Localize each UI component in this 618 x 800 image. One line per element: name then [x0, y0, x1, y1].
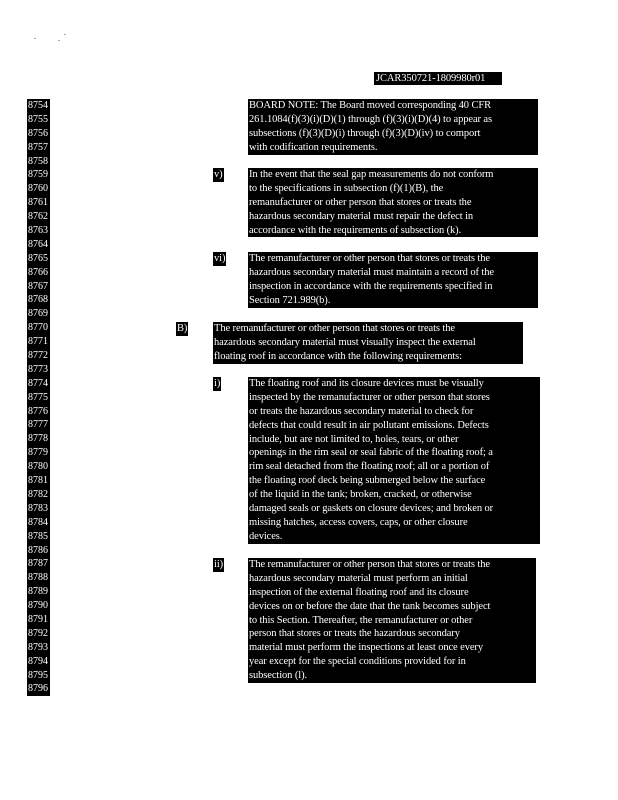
- board-note-line: subsections (f)(3)(D)(i) through (f)(3)(D)(iv) to comport: [249, 127, 481, 139]
- line-number: 8774: [28, 377, 48, 389]
- item-i-paragraph: [248, 377, 540, 544]
- item-B-label: B): [177, 323, 188, 334]
- item-i-line: openings in the rim seal or seal fabric of the floating roof; a: [249, 447, 493, 459]
- line-number: 8756: [28, 127, 48, 139]
- line-number: 8787: [28, 558, 48, 570]
- line-number: 8780: [28, 461, 48, 473]
- line-number: 8776: [28, 405, 48, 417]
- board-note-block: [248, 99, 538, 155]
- item-i-line: rim seal detached from the floating roof; all or a portion of: [249, 461, 490, 473]
- line-number: 8766: [28, 266, 48, 278]
- line-number: 8783: [28, 502, 48, 514]
- line-number: 8758: [28, 155, 48, 167]
- line-number: 8795: [28, 669, 48, 681]
- line-number: 8777: [28, 419, 48, 431]
- line-number: 8762: [28, 211, 48, 223]
- line-number: 8775: [28, 391, 48, 403]
- board-note-line: 261.1084(f)(3)(i)(D)(1) through (f)(3)(i)(D)(4) to appear as: [249, 113, 492, 125]
- item-ii-line: person that stores or treats the hazardous secondary: [249, 628, 460, 640]
- item-v-line: to the specifications in subsection (f)(1)(B), the: [249, 182, 444, 194]
- item-ii-line: material must perform the inspections at least once every: [249, 642, 483, 654]
- item-vi-line: The remanufacturer or other person that stores or treats the: [249, 253, 490, 264]
- item-B-line: hazardous secondary material must visually inspect the external: [214, 336, 476, 348]
- line-number: 8793: [28, 641, 48, 653]
- line-number: 8764: [28, 238, 48, 250]
- line-number: 8760: [28, 183, 48, 195]
- item-i-line: the floating roof deck being submerged below the surface: [249, 475, 486, 487]
- line-number: 8786: [28, 544, 48, 556]
- item-ii-line: to this Section. Thereafter, the remanufacturer or other: [249, 614, 473, 626]
- line-number: 8770: [28, 322, 48, 334]
- item-vi-paragraph: [248, 252, 538, 308]
- item-v-line: In the event that the seal gap measurements do not conform: [249, 169, 494, 180]
- line-number: 8768: [28, 294, 48, 306]
- item-vi-line: inspection in accordance with the requirements specified in: [249, 280, 493, 292]
- line-number: 8754: [28, 100, 48, 111]
- item-vi-label: vi): [214, 253, 226, 264]
- line-number: 8781: [28, 475, 48, 487]
- item-i-line: or treats the hazardous secondary material to check for: [249, 405, 474, 417]
- item-ii-paragraph: [248, 558, 536, 683]
- line-number: 8757: [28, 141, 48, 153]
- scan-speck: [64, 34, 66, 35]
- scan-speck: [58, 40, 60, 41]
- line-number: 8784: [28, 516, 48, 528]
- item-B-paragraph: [213, 322, 523, 364]
- line-number: 8763: [28, 225, 48, 237]
- line-number: 8782: [28, 488, 48, 500]
- item-ii-line: devices on or before the date that the tank becomes subject: [249, 600, 491, 612]
- item-ii-line: hazardous secondary material must perform an initial: [249, 572, 468, 584]
- item-ii-line: subsection (l).: [249, 670, 307, 682]
- line-number: 8772: [28, 350, 48, 362]
- line-number: 8767: [28, 280, 48, 292]
- scan-speck: [34, 38, 36, 39]
- board-note-line: BOARD NOTE: The Board moved corresponding 40 CFR: [249, 100, 492, 111]
- line-number: 8759: [28, 169, 48, 181]
- item-ii-line: The remanufacturer or other person that stores or treats the: [249, 559, 490, 570]
- item-i-line: defects that could result in air pollutant emissions. Defects: [249, 419, 489, 431]
- line-number-column: [27, 99, 50, 696]
- line-number: 8778: [28, 433, 48, 445]
- item-vi-line: Section 721.989(b).: [249, 294, 331, 306]
- line-number: 8769: [28, 308, 48, 320]
- line-number: 8771: [28, 336, 48, 348]
- item-B-line: The remanufacturer or other person that stores or treats the: [214, 323, 455, 334]
- line-number: 8761: [28, 197, 48, 209]
- item-i-line: damaged seals or gaskets on closure devices; and broken or: [249, 503, 494, 515]
- line-number: 8790: [28, 600, 48, 612]
- item-i-label: i): [214, 378, 221, 389]
- line-number: 8796: [28, 683, 48, 695]
- item-i-line: missing hatches, access covers, caps, or other closure: [249, 516, 468, 528]
- line-number: 8779: [28, 447, 48, 459]
- item-ii-line: year except for the special conditions provided for in: [249, 656, 466, 668]
- item-v-label: v): [214, 169, 223, 180]
- line-number: 8788: [28, 572, 48, 584]
- item-i-line: include, but are not limited to, holes, tears, or other: [249, 433, 459, 445]
- item-v-line: hazardous secondary material must repair the defect in: [249, 210, 474, 222]
- line-number: 8791: [28, 613, 48, 625]
- item-ii-line: inspection of the external floating roof and its closure: [249, 586, 469, 598]
- item-i-line: devices.: [249, 530, 283, 542]
- line-number: 8755: [28, 113, 48, 125]
- line-number: 8785: [28, 530, 48, 542]
- line-number: 8765: [28, 252, 48, 264]
- item-v-line: remanufacturer or other person that stores or treats the: [249, 196, 472, 208]
- line-number: 8792: [28, 627, 48, 639]
- item-i-line: The floating roof and its closure devices must be visually: [249, 378, 484, 389]
- document-id-header: JCAR350721-1809980r01: [374, 72, 502, 85]
- line-number: 8794: [28, 655, 48, 667]
- line-number: 8773: [28, 363, 48, 375]
- line-number: 8789: [28, 586, 48, 598]
- item-ii-label: ii): [214, 559, 224, 570]
- board-note-line: with codification requirements.: [249, 141, 378, 153]
- item-i-line: of the liquid in the tank; broken, cracked, or otherwise: [249, 489, 472, 501]
- item-i-line: inspected by the remanufacturer or other person that stores: [249, 391, 490, 403]
- item-v-line: accordance with the requirements of subsection (k).: [249, 224, 462, 236]
- item-vi-line: hazardous secondary material must maintain a record of the: [249, 266, 494, 278]
- item-B-line: floating roof in accordance with the following requirements:: [214, 350, 462, 362]
- item-v-paragraph: [248, 168, 538, 237]
